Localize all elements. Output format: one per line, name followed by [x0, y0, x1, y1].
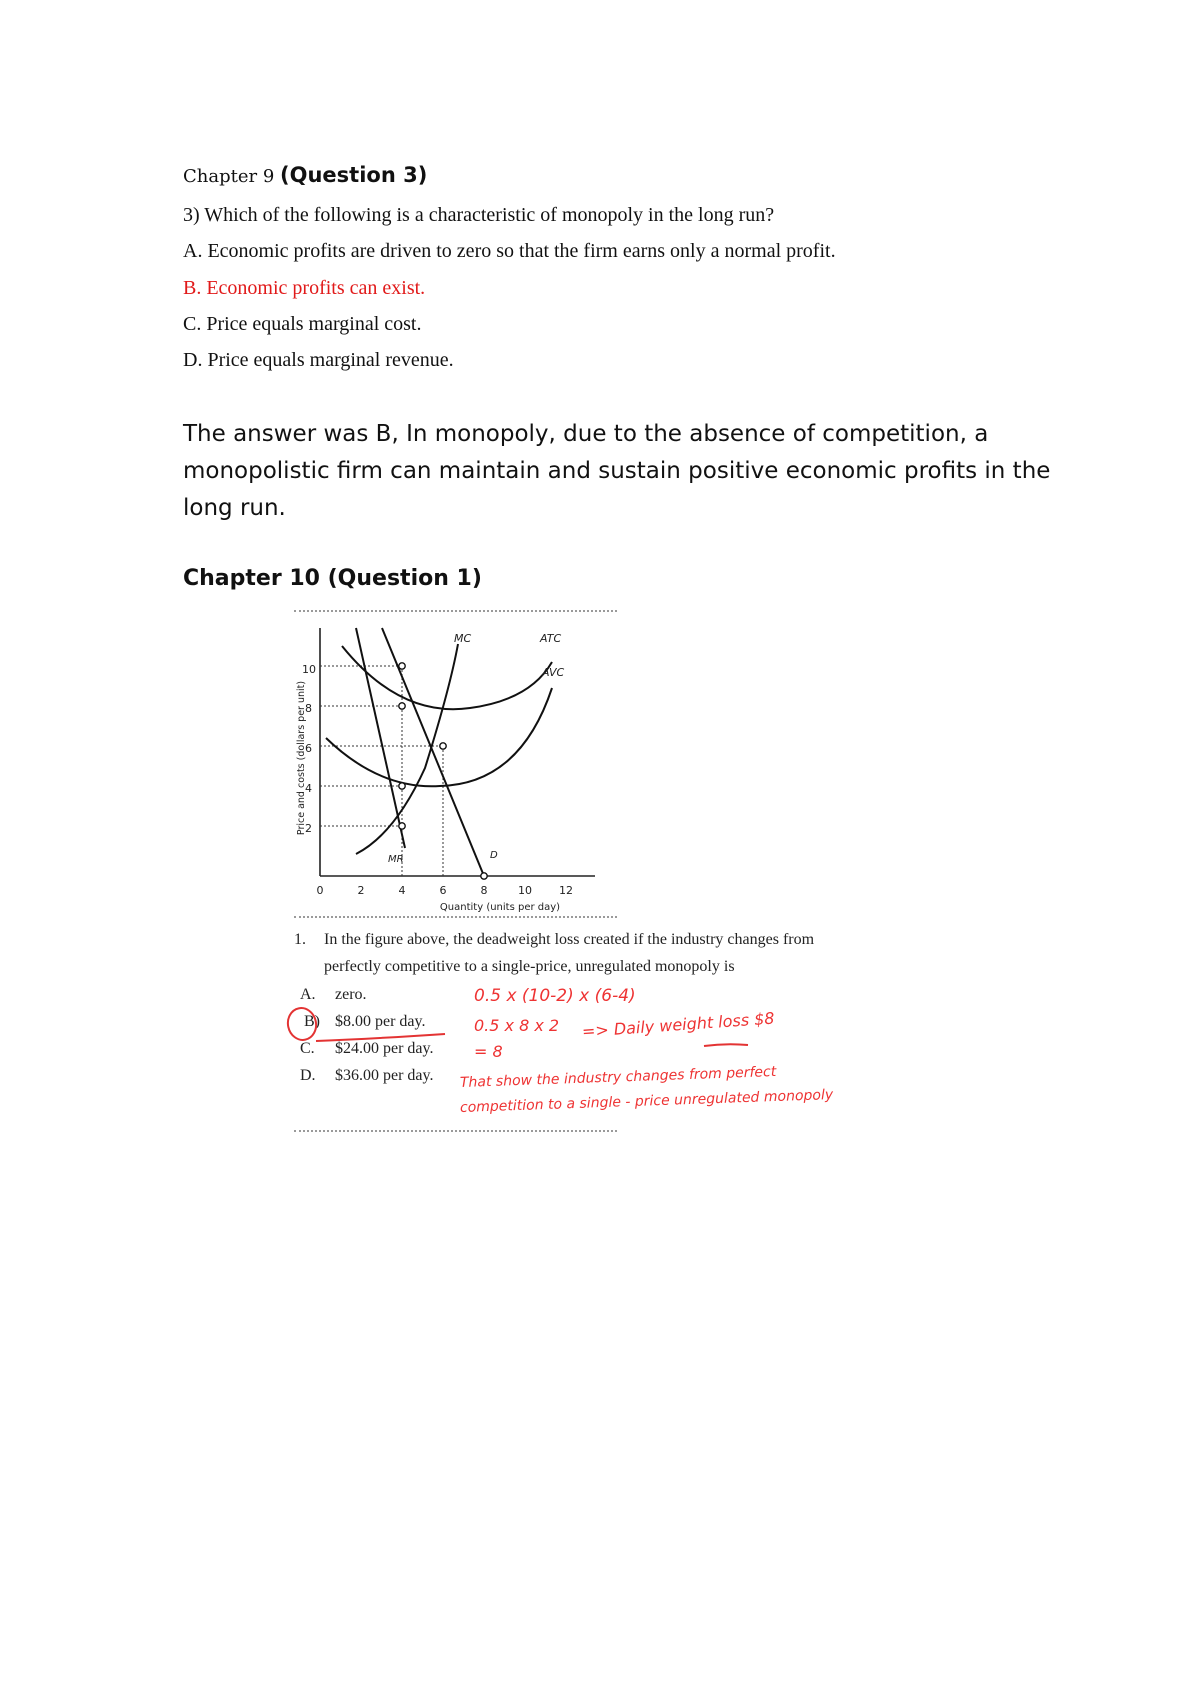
handwritten-note-1: That show the industry changes from perfect — [459, 1063, 777, 1091]
x-tick-12: 12 — [559, 884, 573, 897]
chapter9-title-question: (Question 3) — [280, 163, 428, 187]
fig-option-c-text: $24.00 per day. — [335, 1040, 434, 1057]
handwritten-calc-1: 0.5 x (10-2) x (6-4) — [474, 986, 636, 1006]
chapter9-question: 3) Which of the following is a characteristic of monopoly in the long run? — [183, 204, 775, 226]
x-tick-10: 10 — [518, 884, 532, 897]
mr-label: MR — [388, 854, 404, 865]
atc-curve — [342, 646, 552, 709]
fig-option-b-letter: B) — [304, 1013, 320, 1030]
handwritten-result: => Daily weight loss $8 — [581, 1008, 776, 1041]
x-tick-6: 6 — [439, 884, 447, 897]
divider-bottom — [294, 1130, 617, 1132]
divider-middle — [294, 916, 617, 918]
x-tick-0: 0 — [316, 884, 324, 897]
mc-label: MC — [454, 632, 472, 645]
fig-option-a-text: zero. — [335, 986, 367, 1003]
y-tick-2: 2 — [305, 822, 312, 835]
x-tick-4: 4 — [398, 884, 406, 897]
y-axis-label: Price and costs (dollars per unit) — [296, 680, 307, 836]
y-tick-10: 10 — [302, 663, 316, 676]
x-tick-8: 8 — [480, 884, 488, 897]
handwritten-calc-3: = 8 — [474, 1042, 503, 1061]
fig-option-d-letter: D. — [300, 1067, 316, 1084]
figure-question-number: 1. — [294, 931, 306, 948]
d-label: D — [490, 850, 498, 861]
chapter9-option-b-correct: B. Economic profits can exist. — [183, 277, 426, 299]
atc-label: ATC — [540, 632, 562, 645]
cost-curves-figure — [290, 618, 620, 914]
handwritten-result-underline — [702, 1040, 750, 1050]
mr-curve — [356, 628, 405, 848]
handwritten-calc-2: 0.5 x 8 x 2 — [474, 1016, 560, 1035]
chapter9-title-word: Chapter 9 — [183, 166, 275, 187]
chapter9-option-d: D. Price equals marginal revenue. — [183, 349, 454, 371]
figure-question-line1: In the figure above, the deadweight loss created if the industry changes from — [324, 931, 815, 948]
x-axis-label: Quantity (units per day) — [439, 902, 561, 913]
fig-option-c-letter: C. — [300, 1040, 315, 1057]
avc-curve — [326, 688, 552, 786]
y-tick-6: 6 — [305, 742, 312, 755]
chapter9-option-c: C. Price equals marginal cost. — [183, 313, 422, 335]
demand-curve — [382, 628, 484, 876]
x-tick-2: 2 — [357, 884, 365, 897]
chapter9-answer-explanation: The answer was B, In monopoly, due to the absence of competition, a monopolistic firm can maintain and sustain positive economic profits in the long run. — [183, 421, 1051, 521]
chapter9-option-a: A. Economic profits are driven to zero so that the firm earns only a normal profit. — [183, 240, 836, 262]
figure-question-line2: perfectly competitive to a single-price, unregulated monopoly is — [324, 958, 735, 975]
handwritten-note-2: competition to a single - price unregulated monopoly — [459, 1086, 834, 1116]
y-tick-8: 8 — [305, 702, 312, 715]
chapter10-title: Chapter 10 (Question 1) — [183, 566, 482, 591]
divider-top — [294, 610, 617, 612]
fig-option-b-text: $8.00 per day. — [335, 1013, 426, 1030]
avc-label: AVC — [542, 666, 565, 679]
y-tick-4: 4 — [305, 782, 312, 795]
fig-option-a-letter: A. — [300, 986, 316, 1003]
chapter9-title — [183, 163, 427, 187]
handwritten-circle-and-underline — [280, 1003, 450, 1049]
fig-option-d-text: $36.00 per day. — [335, 1067, 434, 1084]
